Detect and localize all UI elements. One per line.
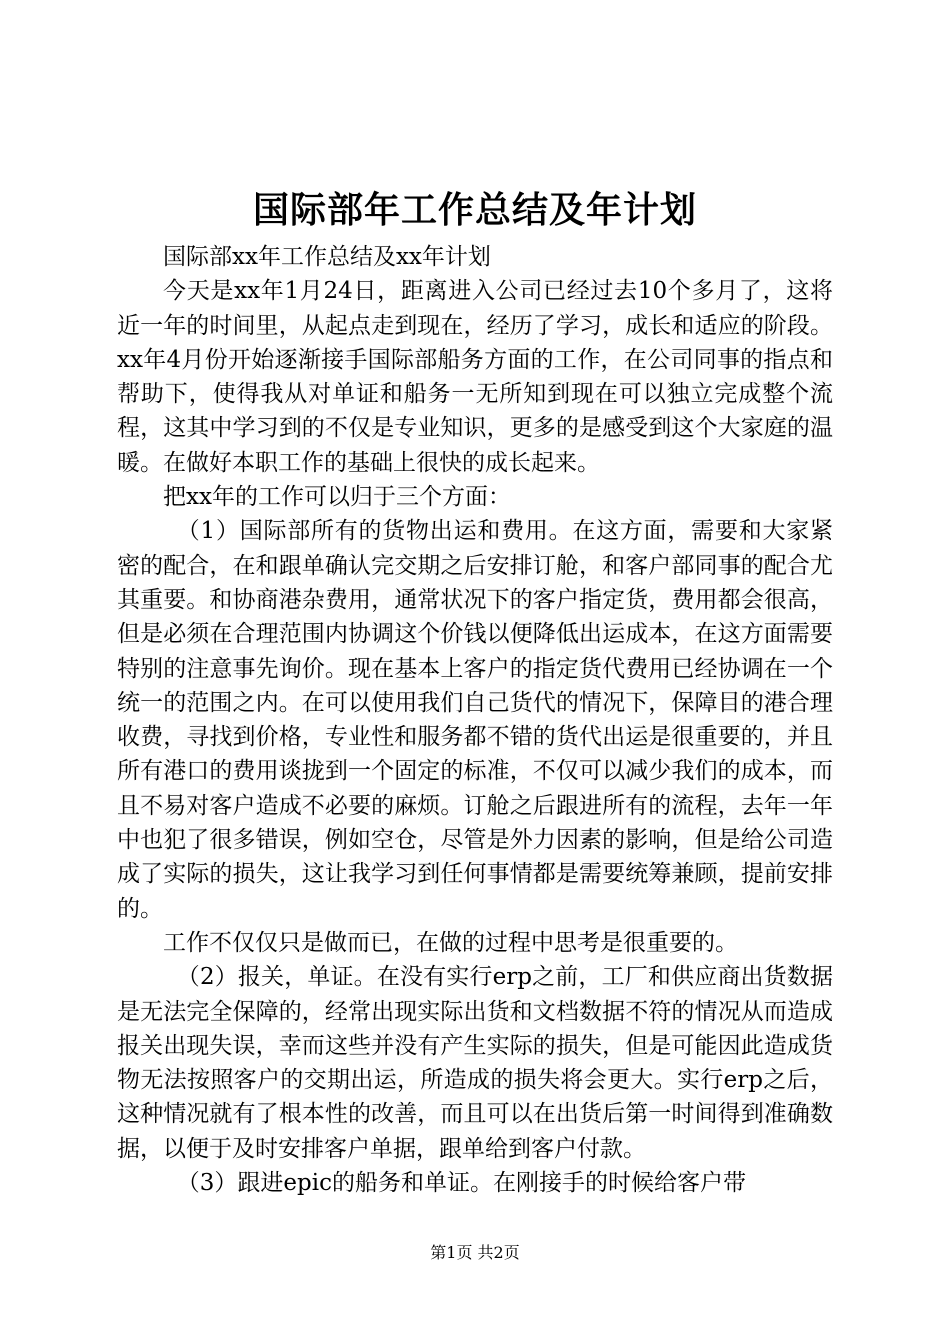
section-1-paragraph: （1）国际部所有的货物出运和费用。在这方面，需要和大家紧密的配合，在和跟单确认完交期之后安排订舱，和客户部同事的配合尤其重要。和协商港杂费用，通常状况下的客户指定货，费用都会很高，但是必须在合理范围内协调这个价钱以便降低出运成本，在这方面需要特别的注意事先询价。现在基本上客户的指定货代费用已经协调在一个统一的范围之内。在可以使用我们自己货代的情况下，保障目的港合理收费，寻找到价格，专业性和服务都不错的货代出运是很重要的，并且所有港口的费用谈拢到一个固定的标准，不仅可以减少我们的成本，而且不易对客户造成不必要的麻烦。订舱之后跟进所有的流程，去年一年中也犯了很多错误，例如空仓，尽管是外力因素的影响，但是给公司造成了实际的损失，这让我学习到任何事情都是需要统筹兼顾，提前安排的。 — [117, 518, 833, 922]
subtitle-paragraph: 国际部xx年工作总结及xx年计划 — [163, 244, 491, 270]
intro-paragraph: 今天是xx年1月24日，距离进入公司已经过去10个多月了，这将近一年的时间里，从起点走到现在，经历了学习，成长和适应的阶段。xx年4月份开始逐渐接手国际部船务方面的工作，在公司同事的指点和帮助下，使得我从对单证和船务一无所知到现在可以独立完成整个流程，这其中学习到的不仅是专业知识，更多的是感受到这个大家庭的温暖。在做好本职工作的基础上很快的成长起来。 — [117, 278, 833, 476]
reflection-paragraph: 工作不仅仅只是做而已，在做的过程中思考是很重要的。 — [163, 929, 738, 956]
summary-lead-paragraph: 把xx年的工作可以归于三个方面： — [163, 484, 511, 511]
document-title: 国际部年工作总结及年计划 — [252, 189, 697, 231]
section-3-paragraph: （3）跟进epic的船务和单证。在刚接手的时候给客户带 — [176, 1170, 747, 1197]
page-number-footer: 第1页 共2页 — [430, 1243, 520, 1262]
section-2-paragraph: （2）报关，单证。在没有实行erp之前，工厂和供应商出货数据是无法完全保障的，经常出现实际出货和文档数据不符的情况从而造成报关出现失误，幸而这些并没有产生实际的损失，但是可能因此造成货物无法按照客户的交期出运，所造成的损失将会更大。实行erp之后，这种情况就有了根本性的改善，而且可以在出货后第一时间得到准确数据，以便于及时安排客户单据，跟单给到客户付款。 — [117, 964, 833, 1162]
document-body — [117, 240, 833, 1200]
